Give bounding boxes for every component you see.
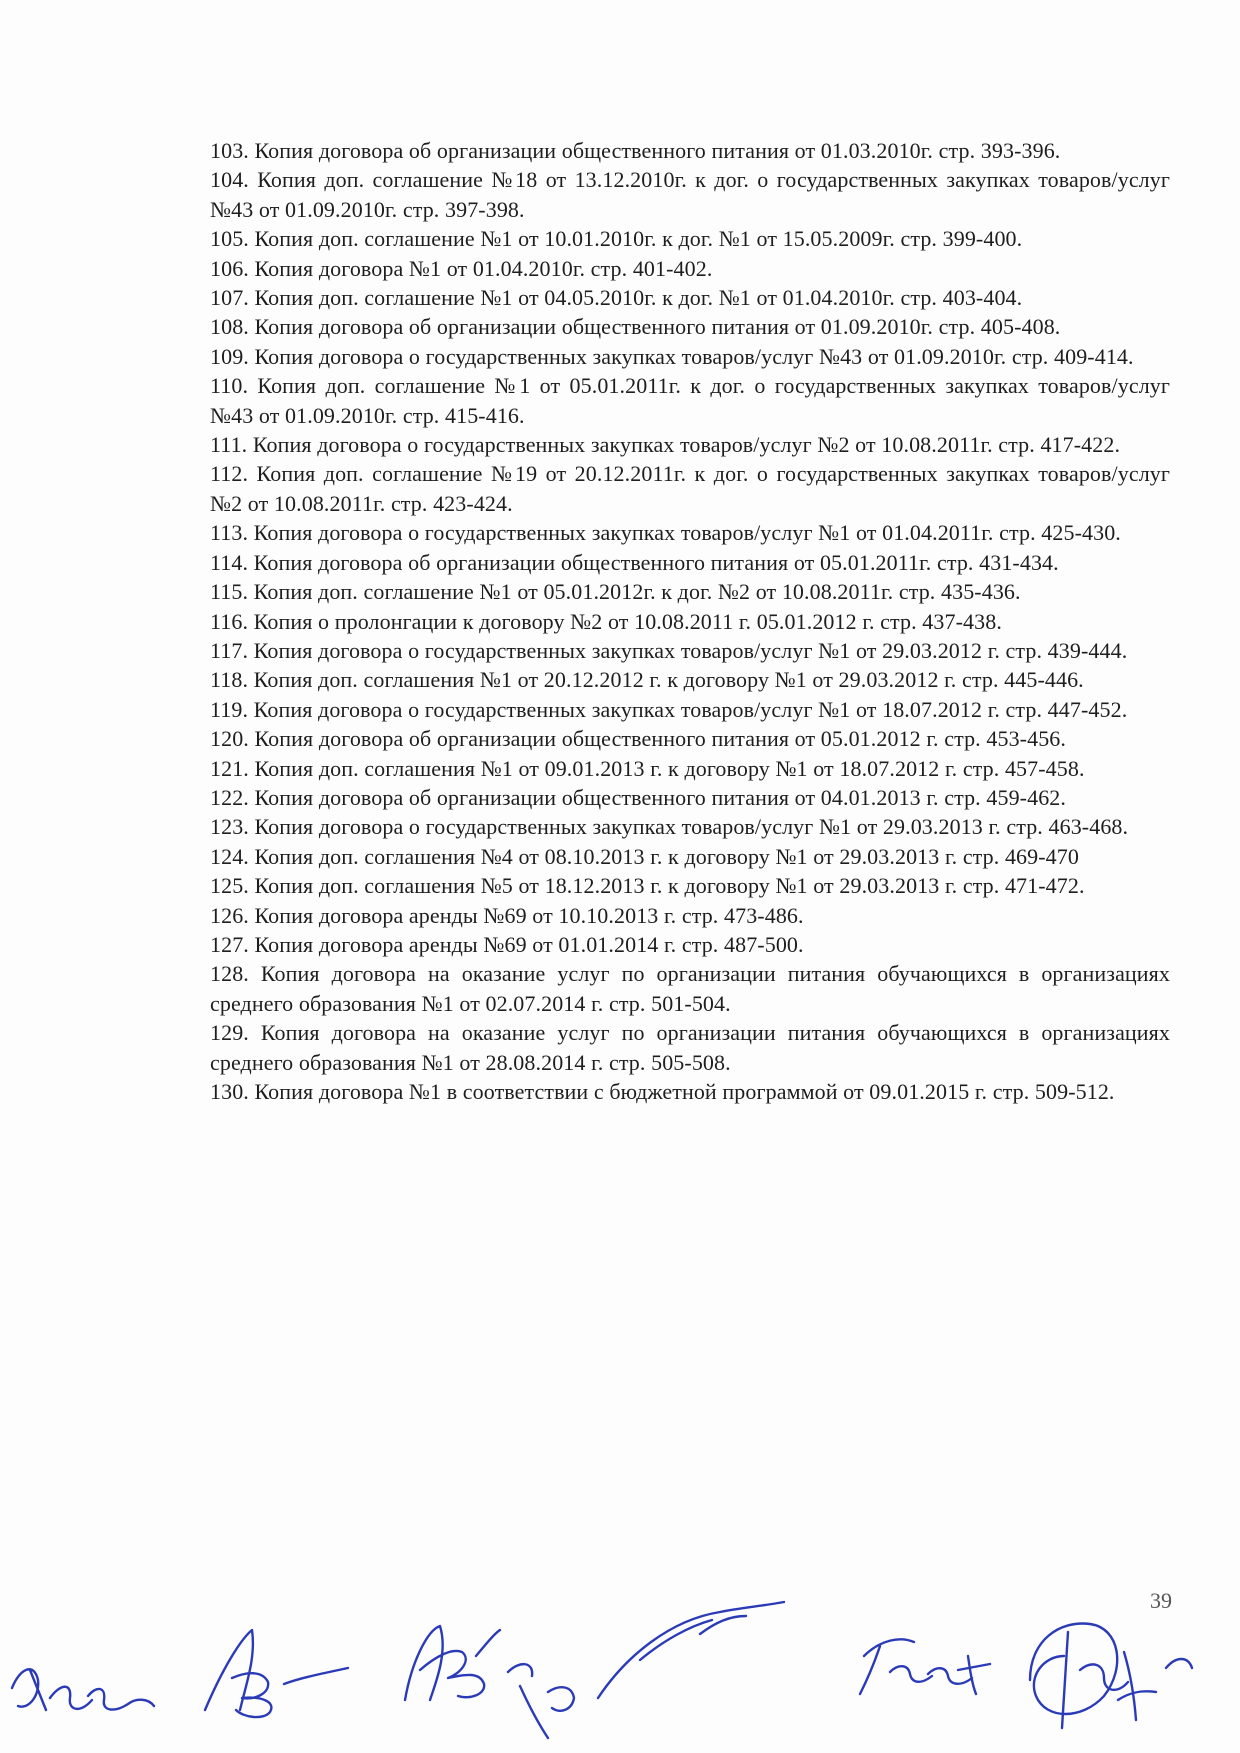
list-item: 114. Копия договора об организации общественного питания от 05.01.2011г. стр. 431-434. <box>210 549 1059 575</box>
list-item: 128. Копия договора на оказание услуг по организации питания обучающихся в организациях среднего образования №1 от 02.07.2014 г. стр. 501-504. <box>210 961 1170 1016</box>
list-item: 117. Копия договора о государственных закупках товаров/услуг №1 от 29.03.2012 г. стр. 439-444. <box>210 637 1128 663</box>
signatures-area <box>0 1560 1240 1753</box>
list-item: 116. Копия о пролонгации к договору №2 от 10.08.2011 г. 05.01.2012 г. стр. 437-438. <box>210 608 1002 634</box>
list-item: 129. Копия договора на оказание услуг по организации питания обучающихся в организациях среднего образования №1 от 28.08.2014 г. стр. 505-508. <box>210 1020 1170 1075</box>
list-item: 118. Копия доп. соглашения №1 от 20.12.2012 г. к договору №1 от 29.03.2012 г. стр. 445-446. <box>210 667 1084 693</box>
list-item: 119. Копия договора о государственных закупках товаров/услуг №1 от 18.07.2012 г. стр. 447-452. <box>210 696 1128 722</box>
signature-5 <box>1030 1623 1192 1728</box>
list-item: 109. Копия договора о государственных закупках товаров/услуг №43 от 01.09.2010г. стр. 409-414. <box>210 343 1134 369</box>
list-item: 112. Копия доп. соглашение №19 от 20.12.2011г. к дог. о государственных закупках товаров/услуг №2 от 10.08.2011г. стр. 423-424. <box>210 461 1170 516</box>
page-number: 39 <box>1150 1588 1172 1613</box>
list-item: 115. Копия доп. соглашение №1 от 05.01.2012г. к дог. №2 от 10.08.2011г. стр. 435-436. <box>210 579 1021 605</box>
list-item: 126. Копия договора аренды №69 от 10.10.2013 г. стр. 473-486. <box>210 902 804 928</box>
list-item: 113. Копия договора о государственных закупках товаров/услуг №1 от 01.04.2011г. стр. 425-430. <box>210 520 1121 546</box>
document-body <box>210 136 1170 1106</box>
list-item: 106. Копия договора №1 от 01.04.2010г. стр. 401-402. <box>210 255 713 281</box>
signature-2 <box>205 1630 348 1717</box>
signature-1 <box>12 1669 154 1710</box>
list-item: 110. Копия доп. соглашение №1 от 05.01.2011г. к дог. о государственных закупках товаров/услуг №43 от 01.09.2010г. стр. 415-416. <box>210 373 1170 428</box>
list-item: 124. Копия доп. соглашения №4 от 08.10.2013 г. к договору №1 от 29.03.2013 г. стр. 469-470 <box>210 843 1079 869</box>
list-item: 108. Копия договора об организации общественного питания от 01.09.2010г. стр. 405-408. <box>210 314 1061 340</box>
list-item: 104. Копия доп. соглашение №18 от 13.12.2010г. к дог. о государственных закупках товаров/услуг №43 от 01.09.2010г. стр. 397-398. <box>210 167 1170 222</box>
list-item: 130. Копия договора №1 в соответствии с бюджетной программой от 09.01.2015 г. стр. 509-512. <box>210 1079 1115 1104</box>
list-item: 111. Копия договора о государственных закупках товаров/услуг №2 от 10.08.2011г. стр. 417-422. <box>210 432 1121 458</box>
signature-4 <box>860 1639 990 1694</box>
list-item: 103. Копия договора об организации общественного питания от 01.03.2010г. стр. 393-396. <box>210 138 1061 163</box>
list-item: 105. Копия доп. соглашение №1 от 10.01.2010г. к дог. №1 от 15.05.2009г. стр. 399-400. <box>210 226 1023 252</box>
list-item: 120. Копия договора об организации общественного питания от 05.01.2012 г. стр. 453-456. <box>210 726 1066 752</box>
signature-3 <box>405 1602 784 1738</box>
list-item: 122. Копия договора об организации общественного питания от 04.01.2013 г. стр. 459-462. <box>210 784 1066 810</box>
list-item: 123. Копия договора о государственных закупках товаров/услуг №1 от 29.03.2013 г. стр. 463-468. <box>210 814 1129 840</box>
list-item: 121. Копия доп. соглашения №1 от 09.01.2013 г. к договору №1 от 18.07.2012 г. стр. 457-458. <box>210 755 1085 781</box>
list-item: 127. Копия договора аренды №69 от 01.01.2014 г. стр. 487-500. <box>210 931 804 957</box>
list-item: 107. Копия доп. соглашение №1 от 04.05.2010г. к дог. №1 от 01.04.2010г. стр. 403-404. <box>210 285 1023 311</box>
handwritten-signatures <box>0 1560 1240 1753</box>
list-item: 125. Копия доп. соглашения №5 от 18.12.2013 г. к договору №1 от 29.03.2013 г. стр. 471-472. <box>210 873 1085 899</box>
